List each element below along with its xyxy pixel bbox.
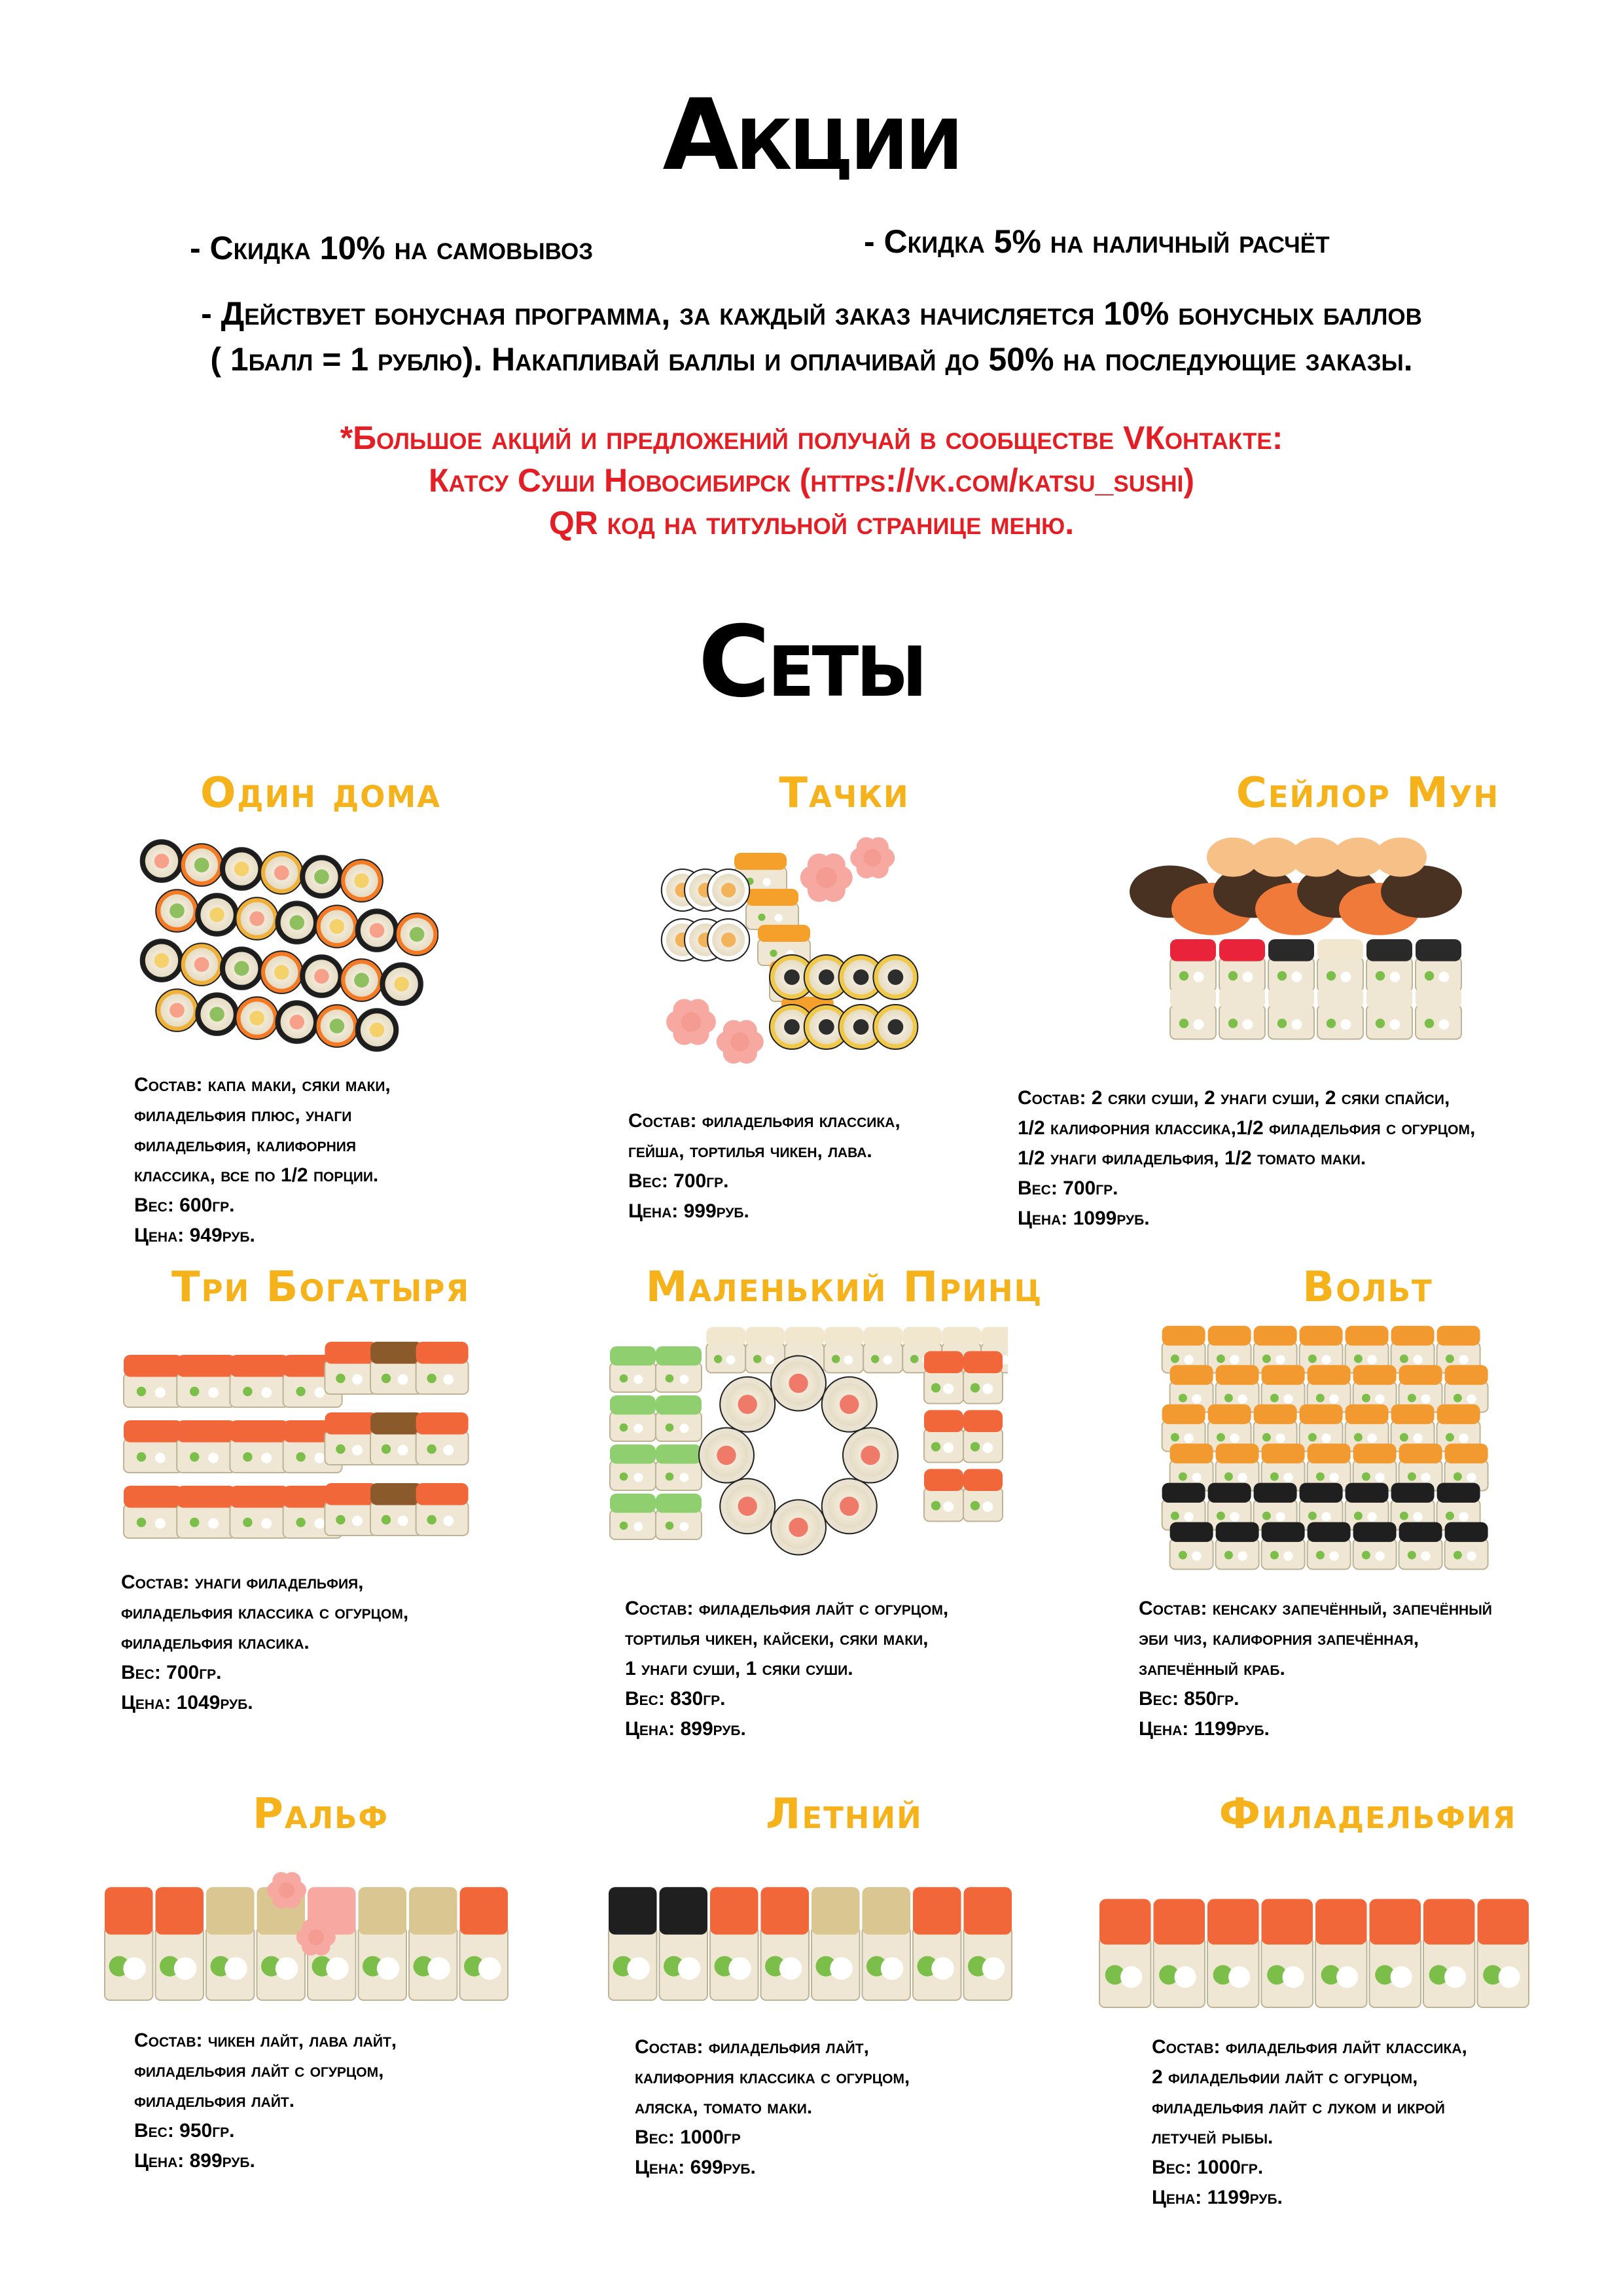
set-weight: Вес: 830гр.: [625, 1688, 726, 1710]
set-composition-line: филадельфия лайт с луком и икрой: [1152, 2096, 1445, 2118]
bonus-line-2: ( 1балл = 1 рублю). Накапливай баллы и оплачивай до 50% на последующие заказы.: [210, 341, 1413, 378]
set-composition-line: Состав: филадельфия лайт классика,: [1152, 2036, 1467, 2058]
set-composition-line: Состав: филадельфия классика,: [628, 1110, 901, 1132]
vk-promo-link[interactable]: Катсу Суши Новосибирск (https://vk.com/katsu_sushi): [429, 462, 1194, 499]
set-composition-line: гейша, тортилья чикен, лава.: [628, 1140, 872, 1162]
set-photo: [98, 1859, 517, 2016]
set-weight: Вес: 950гр.: [134, 2120, 235, 2142]
set-price: Цена: 1199руб.: [1139, 1718, 1270, 1740]
set-composition-line: Состав: чикен лайт, лава лайт,: [134, 2030, 397, 2051]
set-price: Цена: 1099руб.: [1018, 1208, 1150, 1229]
discount-cash: - Скидка 5% на наличный расчёт: [864, 223, 1330, 260]
set-description: [121, 1568, 408, 1718]
set-price: Цена: 999руб.: [628, 1200, 749, 1222]
set-weight: Вес: 700гр.: [628, 1170, 729, 1192]
set-weight: Вес: 700гр.: [1018, 1177, 1118, 1199]
set-composition-line: Состав: кенсаку запечённый, запечённый: [1139, 1598, 1492, 1619]
set-title: Тачки: [779, 769, 910, 817]
set-composition-line: аляска, томато маки.: [635, 2096, 813, 2118]
set-description: [1152, 2032, 1467, 2213]
promotions-title: Акции: [662, 79, 961, 192]
set-price: Цена: 899руб.: [625, 1718, 746, 1740]
set-title: Сейлор Мун: [1236, 769, 1500, 817]
set-title: Летний: [766, 1790, 923, 1839]
set-description: [635, 2032, 910, 2183]
set-weight: Вес: 700гр.: [121, 1662, 222, 1683]
set-price: Цена: 899руб.: [134, 2150, 255, 2172]
set-composition-line: филадельфия лайт с огурцом,: [134, 2060, 384, 2081]
set-title: Ральф: [252, 1790, 389, 1839]
set-price: Цена: 699руб.: [635, 2157, 756, 2178]
set-price: Цена: 1049руб.: [121, 1692, 253, 1713]
set-title: Три Богатыря: [171, 1263, 471, 1312]
set-photo: [105, 1316, 484, 1577]
set-description: [134, 2026, 397, 2176]
set-description: [628, 1106, 901, 1227]
set-photo: [589, 1322, 1008, 1564]
set-composition-line: эби чиз, калифорния запечённая,: [1139, 1628, 1419, 1649]
set-title: Один дома: [200, 769, 442, 817]
bonus-line-1: - Действует бонусная программа, за каждый заказ начисляется 10% бонусных баллов: [201, 295, 1422, 332]
set-composition-line: филадельфия, калифорния: [134, 1134, 356, 1156]
set-composition-line: Состав: унаги филадельфия,: [121, 1571, 364, 1593]
set-composition-line: 1 унаги суши, 1 сяки суши.: [625, 1658, 853, 1679]
set-composition-line: 1/2 унаги филадельфия, 1/2 томато маки.: [1018, 1147, 1366, 1169]
set-description: [1139, 1594, 1492, 1744]
set-composition-line: Состав: филадельфия лайт,: [635, 2036, 869, 2058]
set-composition-line: филадельфия лайт.: [134, 2090, 295, 2111]
set-price: Цена: 1199руб.: [1152, 2187, 1283, 2208]
set-composition-line: запечённый краб.: [1139, 1658, 1285, 1679]
set-composition-line: калифорния классика с огурцом,: [635, 2066, 910, 2088]
set-photo: [1086, 831, 1505, 1047]
set-title: Маленький Принц: [645, 1263, 1043, 1312]
set-photo: [131, 831, 438, 1080]
set-description: [134, 1070, 391, 1251]
set-description: [625, 1594, 948, 1744]
set-weight: Вес: 1000гр: [635, 2126, 741, 2148]
set-title: Филадельфия: [1219, 1790, 1517, 1839]
set-composition-line: филадельфия плюс, унаги: [134, 1104, 352, 1126]
set-description: [1018, 1083, 1475, 1234]
set-composition-line: тортилья чикен, кайсеки, сяки маки,: [625, 1628, 929, 1649]
set-composition-line: Состав: капа маки, сяки маки,: [134, 1074, 391, 1096]
vk-promo-line-1: *Большое акций и предложений получай в сообществе VКонтакте:: [340, 420, 1283, 456]
set-composition-line: филадельфия классика с огурцом,: [121, 1602, 409, 1623]
set-price: Цена: 949руб.: [134, 1225, 255, 1246]
vk-promo-line-3: QR код на титульной странице меню.: [548, 505, 1075, 541]
set-photo: [1152, 1316, 1492, 1571]
set-composition-line: Состав: 2 сяки суши, 2 унаги суши, 2 сяки спайси,: [1018, 1087, 1450, 1109]
set-composition-line: классика, все по 1/2 порции.: [134, 1164, 379, 1186]
set-composition-line: Состав: филадельфия лайт с огурцом,: [625, 1598, 949, 1619]
set-photo: [648, 828, 936, 1077]
set-composition-line: летучей рыбы.: [1152, 2126, 1274, 2148]
set-weight: Вес: 1000гр.: [1152, 2157, 1264, 2178]
set-composition-line: филадельфия класика.: [121, 1632, 310, 1653]
set-composition-line: 1/2 калифорния классика,1/2 филадельфия с огурцом,: [1018, 1117, 1476, 1139]
set-photo: [602, 1859, 1021, 2016]
sets-title: Сеты: [698, 605, 925, 719]
set-weight: Вес: 600гр.: [134, 1194, 235, 1216]
set-weight: Вес: 850гр.: [1139, 1688, 1240, 1710]
discount-pickup: - Скидка 10% на самовывоз: [190, 230, 594, 266]
set-title: Вольт: [1302, 1263, 1433, 1312]
set-composition-line: 2 филадельфии лайт с огурцом,: [1152, 2066, 1418, 2088]
set-photo: [1093, 1872, 1538, 2022]
